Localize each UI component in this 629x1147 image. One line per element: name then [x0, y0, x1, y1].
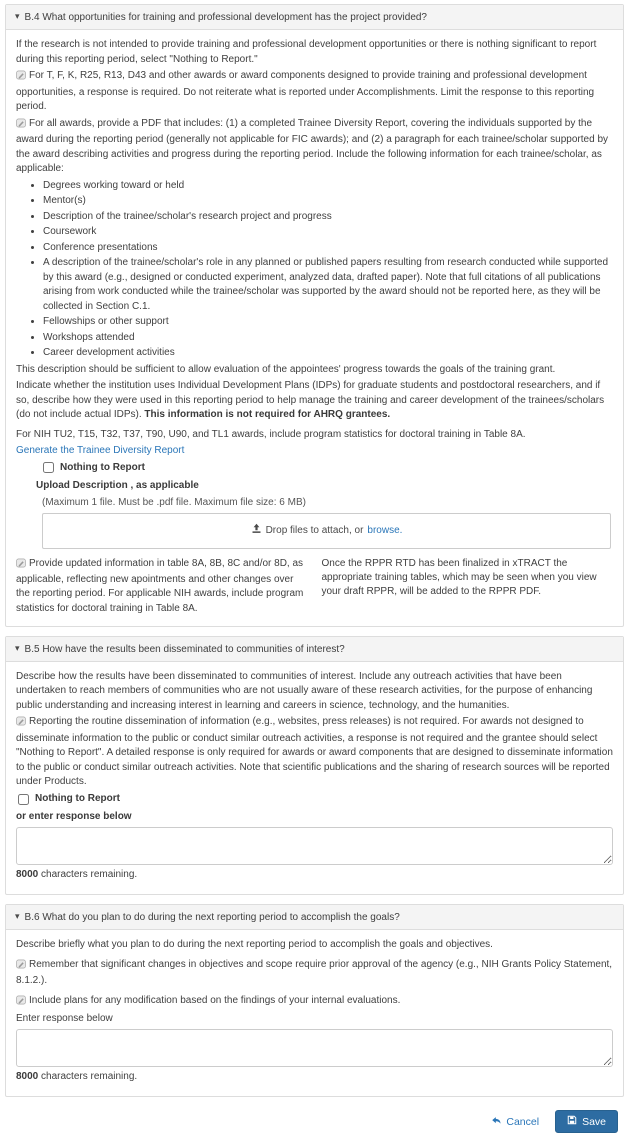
b4-upload-description-label: Upload Description , as applicable: [36, 480, 199, 491]
note-icon: [16, 118, 26, 134]
b4-sufficient-text: This description should be sufficient to allow evaluation of the appointees' progress towards the goals of the training grant.: [16, 363, 556, 375]
generate-trainee-diversity-report-link[interactable]: Generate the Trainee Diversity Report: [16, 445, 185, 456]
dropzone-text: Drop files to attach, or: [265, 524, 364, 536]
section-b6-panel: [5, 904, 624, 1097]
upload-icon: [251, 523, 262, 540]
collapse-caret-icon: ▾: [15, 11, 20, 21]
b4-note1-text: For T, F, K, R25, R13, D43 and other awards or award components designed to provide training and professional development opportunities, a response is required. Do not reiterate what is reported under Accomplishments. Limit the response to this reporting period.: [16, 70, 595, 112]
section-b4-body: [6, 30, 623, 626]
section-b4-panel: [5, 4, 624, 627]
section-b6-body: [6, 930, 623, 1096]
b4-nih-awards-text: For NIH TU2, T15, T32, T37, T90, U90, and TL1 awards, include program statistics for doctoral training in Table 8A.: [16, 428, 526, 440]
list-item: • Degrees working toward or held: [43, 179, 613, 194]
save-disk-icon: [567, 1115, 577, 1128]
b5-or-enter-response-label: or enter response below: [16, 811, 132, 823]
section-b5-title: B.5 How have the results been disseminated to communities of interest?: [24, 643, 345, 655]
list-item: • A description of the trainee/scholar's role in any planned or published papers resulting from research conducted while supported by this award (e.g., designed or conducted experiment, analyzed data, drafted paper). Note that full citations of all publications arising from work conducted while the trainee/scholar was supported by the award should not be reported here, as they will be collected in Section C.1.: [43, 256, 613, 314]
b6-characters-remaining: 8000 characters remaining.: [16, 1070, 138, 1082]
note-icon: [16, 716, 26, 732]
section-b5-panel: [5, 636, 624, 896]
form-footer: [5, 1106, 624, 1141]
b5-intro-text: Describe how the results have been disseminated to communities of interest. Include any outreach activities that have been undertaken to reach members of communities who are not usually aware of these research activities, for the purpose of enhancing public understanding and increasing interest in learning and careers in science, technology, and the humanities.: [16, 670, 593, 711]
cancel-arrow-icon: [491, 1115, 502, 1129]
section-b4-header[interactable]: [6, 5, 623, 30]
list-item: • Career development activities: [43, 346, 613, 361]
b6-note2-text: Include plans for any modification based on the findings of your internal evaluations.: [16, 994, 613, 1011]
b4-upload-constraints-text: (Maximum 1 file. Must be .pdf file. Maximum file size: 6 MB): [42, 496, 306, 508]
b6-note1-text: Remember that significant changes in objectives and scope require prior approval of the agency (e.g., NIH Grants Policy Statement, 8.1.2.).: [16, 958, 613, 987]
section-b5-body: [6, 662, 623, 895]
b4-footnotes: [16, 557, 613, 616]
note-icon: [16, 995, 26, 1011]
b4-nothing-to-report-checkbox[interactable]: [43, 462, 54, 473]
b6-enter-response-label: Enter response below: [16, 1013, 113, 1025]
b4-bullet-list: [28, 179, 613, 361]
note-icon: [16, 558, 26, 573]
list-item: • Description of the trainee/scholar's research project and progress: [43, 210, 613, 225]
section-b4-title: B.4 What opportunities for training and professional development has the project provided?: [24, 12, 427, 23]
b5-response-textarea[interactable]: [16, 827, 613, 865]
b5-note1-text: Reporting the routine dissemination of information (e.g., websites, press releases) is not required. For awards not designed to disseminate information to the public or conduct similar outreach activities, a response is not required and the grantee should select "Nothing to Report". A detailed response is only required for awards or award components that are designed to disseminate information to the public or conduct similar outreach activities. Note that scientific publications and the sharing of research sources will be reported under Products.: [16, 716, 613, 788]
section-b6-header[interactable]: [6, 905, 623, 930]
b4-generate-report-row: [16, 444, 613, 459]
collapse-caret-icon: ▾: [15, 642, 20, 653]
b4-note2-text: For all awards, provide a PDF that includes: (1) a completed Trainee Diversity Report, covering the individuals supported by the award during the reporting period (generally not applicable for FIC awards); and (2) a paragraph for each trainee/scholar supported by the award describing activities and progress during the reporting period. Include the following information for each trainee/scholar, as applicable:: [16, 117, 609, 174]
b4-footnote-right-text: Once the RPPR RTD has been finalized in xTRACT the appropriate training tables, which may be seen when you view your draft RPPR, will be added to the RPPR PDF.: [321, 558, 597, 598]
collapse-caret-icon: ▾: [15, 911, 20, 922]
section-b5-header[interactable]: [6, 637, 623, 662]
b6-response-textarea[interactable]: [16, 1029, 613, 1067]
note-icon: [16, 70, 26, 86]
list-item: • Fellowships or other support: [43, 315, 613, 330]
list-item: • Coursework: [43, 225, 613, 240]
b6-intro-text: Describe briefly what you plan to do during the next reporting period to accomplish the goals and objectives.: [16, 939, 493, 951]
b4-idp-text: Indicate whether the institution uses Individual Development Plans (IDPs) for graduate students and postdoctoral researchers, and if so, describe how they were used in this reporting period to help manage the training and career development of the trainees/scholars (do not include actual IDPs). This information is not required for AHRQ grantees.: [16, 380, 605, 420]
list-item: • Conference presentations: [43, 241, 613, 256]
list-item: • Workshops attended: [43, 331, 613, 346]
browse-link[interactable]: browse.: [367, 524, 403, 536]
b4-footnote-left-text: Provide updated information in table 8A, 8B, 8C and/or 8D, as applicable, reflecting new apointments and other changes over the reporting period. For applicable NIH awards, include program statistics for doctoral training in Table 8A.: [16, 558, 304, 614]
b5-nothing-to-report-checkbox[interactable]: [18, 794, 29, 805]
save-button[interactable]: Save: [555, 1110, 618, 1133]
b4-nothing-to-report-label: Nothing to Report: [60, 461, 145, 473]
b4-nothing-to-report-row: [43, 461, 613, 476]
note-icon: [16, 959, 26, 975]
b5-nothing-to-report-label: Nothing to Report: [35, 792, 120, 804]
cancel-button[interactable]: Cancel: [491, 1115, 539, 1129]
b4-idp-bold-text: This information is not required for AHRQ grantees.: [144, 409, 391, 420]
section-b6-title: B.6 What do you plan to do during the next reporting period to accomplish the goals?: [24, 912, 400, 924]
b4-intro-text: If the research is not intended to provide training and professional development opportunities or there is nothing significant to report during this reporting period, select "Nothing to Report.": [16, 39, 597, 65]
list-item: • Mentor(s): [43, 194, 613, 209]
b5-characters-remaining: 8000 characters remaining.: [16, 868, 138, 880]
b4-file-dropzone[interactable]: [42, 513, 611, 549]
